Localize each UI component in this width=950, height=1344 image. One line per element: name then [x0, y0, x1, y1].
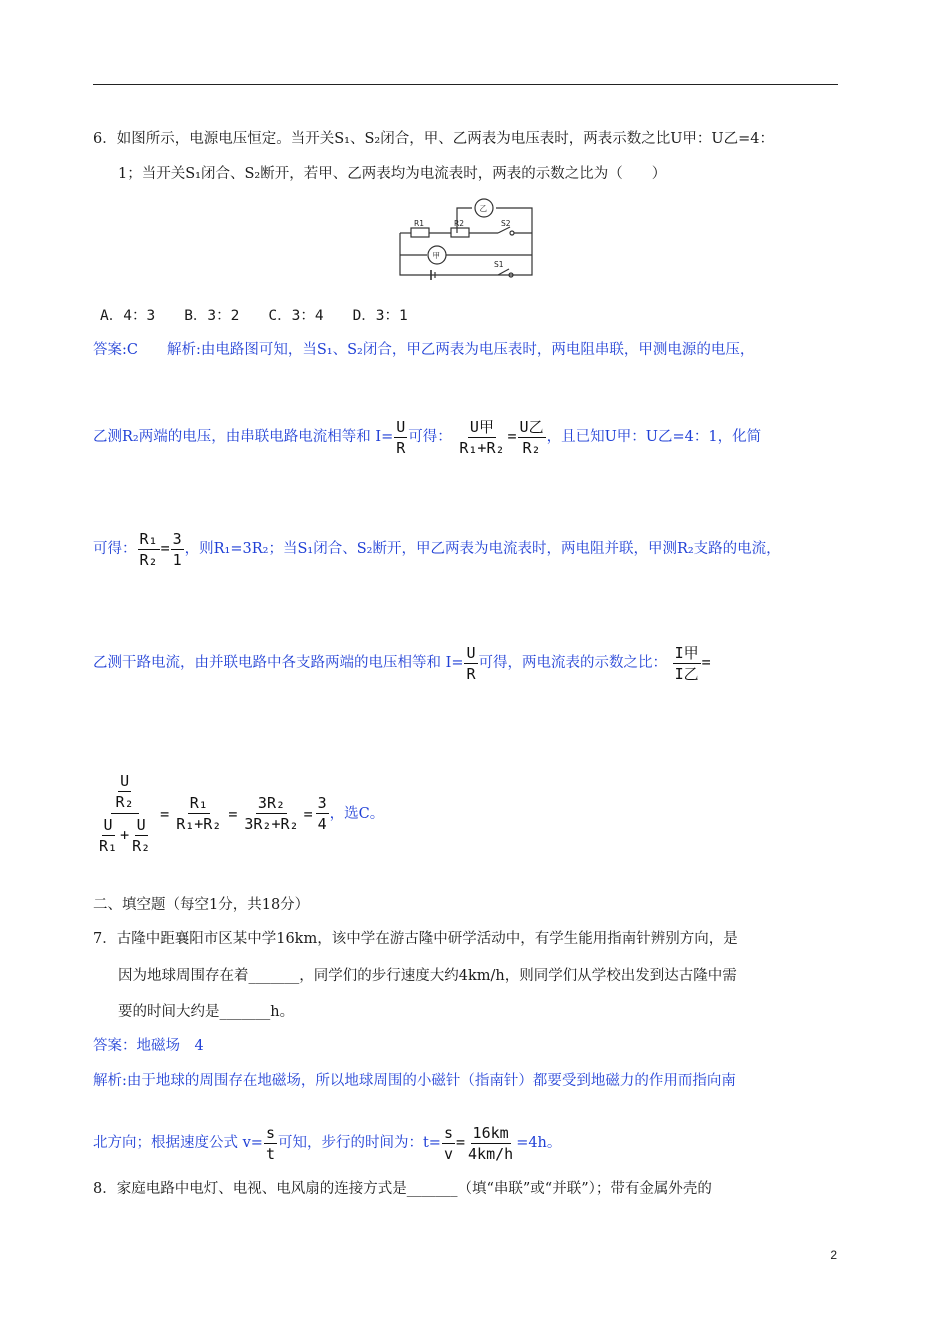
- circuit-label-r1: R1: [414, 219, 424, 228]
- header-rule: [93, 84, 838, 85]
- circuit-diagram: [395, 193, 537, 281]
- frac-ijia-over-iyi: $\frac{\text{I甲}}{\text{I乙}}$: [674, 643, 699, 683]
- q7-line3: 要的时间大约是_______h。: [118, 1004, 295, 1020]
- q6-line2: 1；当开关S₁闭合、S₂断开，若甲、乙两表均为电流表时，两表的示数之比为（ ）: [118, 166, 667, 182]
- q6-line1: 6．如图所示，电源电压恒定。当开关S₁、S₂闭合，甲、乙两表为电压表时，两表示数之比U甲：U乙=4：: [93, 131, 775, 147]
- frac-ujia-over-r1r2: $\frac{\text{U甲}}{\text{R₁+R₂}}$: [459, 417, 505, 457]
- frac-r1-over-r1r2: $\frac{\text{R₁}}{\text{R₁+R₂}}$: [176, 794, 222, 833]
- meter-yi-label: 乙: [479, 204, 487, 213]
- frac-u-over-r-2: $\frac{U}{R}$: [466, 643, 476, 683]
- a7-answer: 答案：地磁场 4: [93, 1038, 204, 1054]
- frac-3-over-1: $\frac{3}{1}$: [172, 529, 182, 569]
- a6-final-text: ，选C。: [329, 805, 385, 822]
- frac-16km-over-4kmh: $\frac{16km}{4km/h}$: [468, 1123, 514, 1163]
- frac-u-over-r: $\frac{U}{R}$: [396, 417, 406, 457]
- frac-u-over-r1: $\frac{U}{\text{R₁}}$: [99, 816, 118, 855]
- a6-p1: 答案:C 解析:由电路图可知，当S₁、S₂闭合，甲乙两表为电压表时，两电阻串联，甲测电源的电压，: [93, 342, 755, 358]
- circuit-label-s2: S2: [501, 219, 511, 228]
- page-number: 2: [830, 1248, 837, 1262]
- a6-p4: 乙测干路电流，由并联电路中各支路两端的电压相等和 I= $\frac{U}{R}$ 可得，两电流表的示数之比： $\frac{\text{I甲}}{\text{I乙}}$ =: [93, 643, 711, 683]
- a6-p2-text-b: 可得：: [408, 429, 452, 445]
- a6-p2-text-c: ，且已知U甲：U乙=4：1，化简: [546, 429, 762, 445]
- frac-u-over-r2-b: $\frac{U}{\text{R₂}}$: [132, 816, 151, 855]
- q7-line1: 7．古隆中距襄阳市区某中学16km，该中学在游古隆中研学活动中，有学生能用指南针辨别方向，是: [93, 931, 738, 947]
- q7-line2: 因为地球周围存在着_______，同学们的步行速度大约4km/h，则同学们从学校出发到达古隆中需: [118, 968, 737, 984]
- circuit-label-r2: R2: [454, 219, 464, 228]
- frac-s-over-v: $\frac{s}{v}$: [443, 1123, 453, 1163]
- a6-p3: 可得： $\frac{\text{R₁}}{\text{R₂}}$ = $\frac{3}{1}$ ，则R₁=3R₂；当S₁闭合、S₂断开，甲乙两表为电流表时，两电阻并联，甲测R₂支路的电流，: [93, 529, 781, 569]
- a6-p2: 乙测R₂两端的电压，由串联电路电流相等和 I= $\frac{U}{R}$ 可得： $\frac{\text{U甲}}{\text{R₁+R₂}}$ = $\frac{\text{U乙}}{\text{R₂}}$ ，且已知U甲：U乙=4：1，化简: [93, 417, 762, 457]
- frac-s-over-t: $\frac{s}{t}$: [265, 1123, 275, 1163]
- a7-p2: 北方向；根据速度公式 v= $\frac{s}{t}$ 可知，步行的时间为：t= $\frac{s}{v}$ = $\frac{16km}{4km/h}$ =4h。: [93, 1123, 562, 1163]
- q8-line1: 8．家庭电路中电灯、电视、电风扇的连接方式是_______（填“串联”或“并联”）；带有金属外壳的: [93, 1181, 712, 1197]
- frac-3-over-4: $\frac{3}{4}$: [317, 794, 327, 833]
- frac-u-over-r2: $\frac{U}{\text{R₂}}$: [115, 772, 134, 811]
- frac-uyi-over-r2: $\frac{\text{U乙}}{\text{R₂}}$: [519, 417, 544, 457]
- q6-options: A．4：3 B．3：2 C．3：4 D．3：1: [100, 308, 408, 324]
- meter-jia-label: 甲: [432, 251, 440, 260]
- frac-3r2-over-3r2r2: $\frac{\text{3R₂}}{\text{3R₂+R₂}}$: [244, 794, 299, 833]
- a6-p2-text-a: 乙测R₂两端的电压，由串联电路电流相等和 I=: [93, 429, 394, 445]
- a6-final-equation: $\frac{U}{\text{R₂}}$ $\frac{U}{\text{R₁}}$ + $\frac{U}{\text{R₂}}$ = $\frac{\text{R₁}}{\text{R₁+R₂}}$ = $\frac{\text{3R₂}}{\text{3R₂+R₂}}$ = $\frac{3}{4}$ ，选C。: [93, 772, 384, 855]
- circuit-label-s1: S1: [494, 260, 504, 269]
- a7-p1: 解析:由于地球的周围存在地磁场，所以地球周围的小磁针（指南针）都要受到地磁力的作用而指向南: [93, 1073, 736, 1089]
- frac-complex: $\frac{U}{\text{R₂}}$ $\frac{U}{\text{R₁}}$ + $\frac{U}{\text{R₂}}$: [99, 772, 151, 855]
- frac-r1-over-r2: $\frac{\text{R₁}}{\text{R₂}}$: [139, 529, 158, 569]
- section-heading: 二、填空题（每空1分，共18分）: [93, 897, 310, 913]
